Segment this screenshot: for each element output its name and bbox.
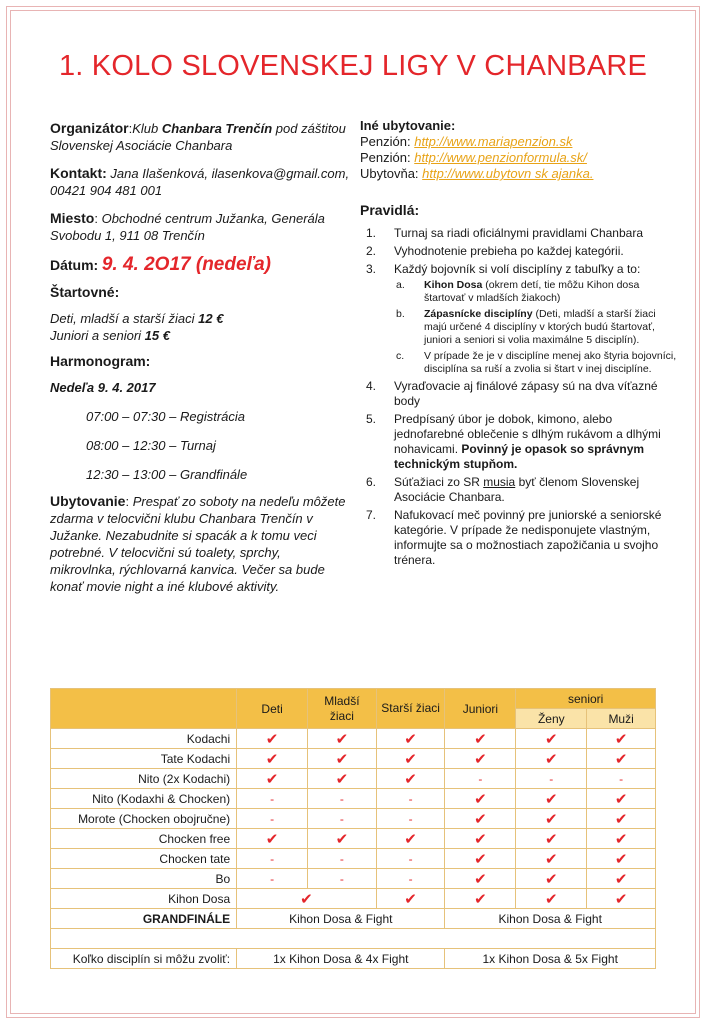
table-header-row (51, 689, 656, 709)
dash-mark: - (237, 809, 308, 829)
dash-mark: - (308, 809, 377, 829)
other-lodging-kind: Penzión: (360, 134, 411, 149)
fee-line-2 (50, 327, 350, 344)
row-label: Bo (51, 869, 237, 889)
rule-text: Predpísaný úbor je dobok, kimono, alebo jednofarebné oblečenie s dlhým rukávom a dlhými nohavicami. (394, 412, 661, 456)
rules-list (360, 226, 680, 568)
schedule-item-text: 12:30 – 13:00 – Grandfinále (86, 467, 248, 482)
sub-rule-bold: Zápasnícke disciplíny (424, 308, 533, 320)
organizer-label: Organizátor (50, 120, 129, 136)
other-lodging-item (360, 166, 680, 182)
dash-mark: - (445, 769, 516, 789)
rule-number: 6. (366, 475, 377, 489)
page-title: 1. KOLO SLOVENSKEJ LIGY V CHANBARE (58, 50, 648, 82)
rule-text: Každý bojovník si volí disciplíny z tabuľky a to: (394, 262, 641, 276)
table-row (51, 809, 656, 829)
rule-bold-text: Povinný je opasok so správnym technickým stupňom. (394, 442, 645, 471)
contact-block (50, 165, 350, 199)
row-label: Koľko disciplín si môžu zvoliť: (51, 949, 237, 969)
contact-label: Kontakt: (50, 165, 107, 181)
grandfinale-youth: Kihon Dosa & Fight (237, 909, 445, 929)
header-zeny: Ženy (516, 709, 587, 729)
fee-line-1 (50, 310, 350, 327)
row-label: Chocken free (51, 829, 237, 849)
check-mark: ✔ (237, 889, 377, 909)
schedule-day (50, 379, 350, 396)
rule-item (360, 412, 680, 472)
pension-link[interactable]: http://www.mariapenzion.sk (414, 134, 573, 149)
other-lodging-kind: Ubytovňa: (360, 166, 419, 181)
sub-rule-text: V prípade že je v disciplíne menej ako štyria bojovníci, disciplína sa ruší a zvolia si štart v inej disciplíne. (424, 350, 677, 375)
check-mark: ✔ (516, 869, 587, 889)
header-starsi: Starší žiaci (376, 689, 445, 729)
date-label: Dátum: (50, 257, 99, 273)
check-mark: ✔ (516, 829, 587, 849)
check-mark: ✔ (445, 809, 516, 829)
rule-item (360, 244, 680, 259)
row-label: Chocken tate (51, 849, 237, 869)
fee-line-2-price: 15 € (144, 328, 170, 343)
dash-mark: - (516, 769, 587, 789)
check-mark: ✔ (587, 789, 656, 809)
date-value: 9. 4. 2O17 (nedeľa) (101, 254, 271, 275)
dash-mark: - (376, 849, 445, 869)
table-row (51, 849, 656, 869)
left-column (50, 120, 350, 595)
rule-item (360, 226, 680, 241)
header-juniori: Juniori (445, 689, 516, 729)
dash-mark: - (376, 789, 445, 809)
check-mark: ✔ (237, 829, 308, 849)
rule-item (360, 262, 680, 376)
check-mark: ✔ (445, 789, 516, 809)
table-row-grandfinale (51, 909, 656, 929)
check-mark: ✔ (308, 829, 377, 849)
sub-rule-number: a. (396, 279, 405, 291)
check-mark: ✔ (587, 729, 656, 749)
schedule-label: Harmonogram: (50, 353, 151, 369)
table-body (51, 729, 656, 889)
rule-item (360, 379, 680, 409)
check-mark: ✔ (445, 829, 516, 849)
organizer-text-b: pod záštitou Slovenskej Asociácie Chanbara (50, 121, 346, 153)
rule-text: Turnaj sa riadi oficiálnymi pravidlami Chanbara (394, 226, 643, 240)
other-lodging-kind: Penzión: (360, 150, 411, 165)
organizer-name: Chanbara Trenčín (161, 121, 273, 136)
organizer-block: Organizátor:Klub Chanbara Trenčín pod záštitou Slovenskej Asociácie Chanbara (50, 120, 346, 153)
other-lodging-label (360, 118, 680, 134)
schedule-item (50, 437, 350, 454)
dash-mark: - (308, 789, 377, 809)
other-lodging-item (360, 134, 680, 150)
table-row (51, 869, 656, 889)
rule-item (360, 508, 680, 568)
fee-line-2-text: Juniori a seniori (50, 328, 142, 343)
row-label: GRANDFINÁLE (51, 909, 237, 929)
check-mark: ✔ (376, 749, 445, 769)
grandfinale-adults: Kihon Dosa & Fight (445, 909, 656, 929)
rule-text: Súťažiaci zo SR (394, 475, 480, 489)
choose-youth: 1x Kihon Dosa & 4x Fight (237, 949, 445, 969)
contact-text: Jana Ilašenková, ilasenkova@gmail.com, 00421 904 481 001 (50, 166, 350, 198)
sub-rule-item (394, 279, 680, 305)
rule-text: byť členom Slovenskej Asociácie Chanbara. (394, 475, 640, 504)
table-spacer-row (51, 929, 656, 949)
rule-number: 2. (366, 244, 377, 258)
check-mark: ✔ (516, 789, 587, 809)
rule-number: 4. (366, 379, 377, 393)
fee-label: Štartovné: (50, 284, 120, 300)
dash-mark: - (237, 849, 308, 869)
check-mark: ✔ (587, 849, 656, 869)
rule-item (360, 475, 680, 505)
choose-adults: 1x Kihon Dosa & 5x Fight (445, 949, 656, 969)
check-mark: ✔ (445, 869, 516, 889)
check-mark: ✔ (308, 749, 377, 769)
check-mark: ✔ (587, 809, 656, 829)
sub-rule-text: (okrem detí, tie môžu Kihon dosa štartovať v mladších žiakoch) (424, 279, 640, 304)
schedule-item-text: 08:00 – 12:30 – Turnaj (86, 438, 216, 453)
check-mark: ✔ (237, 729, 308, 749)
sub-rule-bold: Kihon Dosa (424, 279, 483, 291)
sub-rules-list (394, 279, 680, 376)
header-muzi: Muži (587, 709, 656, 729)
rule-underlined-word: musia (483, 475, 516, 489)
lodging-label: Ubytovanie (50, 493, 126, 509)
check-mark: ✔ (516, 749, 587, 769)
schedule-day-text: Nedeľa 9. 4. 2017 (50, 380, 156, 395)
row-label: Tate Kodachi (51, 749, 237, 769)
check-mark: ✔ (308, 729, 377, 749)
dash-mark: - (308, 849, 377, 869)
check-mark: ✔ (516, 809, 587, 829)
table-row (51, 729, 656, 749)
table-row-kihon (51, 889, 656, 909)
sub-rule-number: c. (396, 350, 405, 362)
header-blank (51, 689, 237, 729)
dash-mark: - (376, 809, 445, 829)
row-label: Nito (Kodaxhi & Chocken) (51, 789, 237, 809)
rule-text: Vyraďovacie aj finálové zápasy sú na dva víťazné body (394, 379, 658, 408)
check-mark: ✔ (376, 889, 445, 909)
fee-line-1-price: 12 € (198, 311, 224, 326)
hostel-link[interactable]: http://www.ubytovn sk ajanka. (422, 166, 594, 181)
header-seniori: seniori (516, 689, 656, 709)
disciplines-table (50, 688, 656, 969)
rule-number: 7. (366, 508, 377, 522)
table-row (51, 789, 656, 809)
right-column (360, 118, 680, 571)
dash-mark: - (308, 869, 377, 889)
fee-line-1-text: Deti, mladší a starší žiaci (50, 311, 195, 326)
dash-mark: - (237, 869, 308, 889)
check-mark: ✔ (308, 769, 377, 789)
check-mark: ✔ (587, 869, 656, 889)
sub-rule-item (394, 308, 680, 347)
organizer-text-a: Klub (132, 121, 159, 136)
header-mladsi: Mladší žiaci (308, 689, 377, 729)
check-mark: ✔ (516, 849, 587, 869)
check-mark: ✔ (237, 749, 308, 769)
row-label: Morote (Chocken obojručne) (51, 809, 237, 829)
check-mark: ✔ (376, 729, 445, 749)
check-mark: ✔ (445, 749, 516, 769)
sub-rule-text: (Deti, mladší a starší žiaci majú určené 4 disciplíny v ktorých budú štartovať, juniori a seniori si volia maximálne 5 disciplín). (424, 308, 656, 346)
table-row (51, 749, 656, 769)
sub-rule-number: b. (396, 308, 405, 320)
rule-number: 1. (366, 226, 377, 240)
header-deti: Deti (237, 689, 308, 729)
rule-number: 3. (366, 262, 377, 276)
other-lodging-item (360, 150, 680, 166)
lodging-text: Prespať zo soboty na nedeľu môžete zdarma v telocvični klubu Chanbara Trenčín v Južanke. Nezabudnite si spacák a k tomu veci potrebné. V telocvični sú toalety, sprchy, mikrovlnka, rýchlovarná kanvica. Večer sa bude konať movie night a iné klubové aktivity. (50, 494, 346, 594)
check-mark: ✔ (445, 889, 516, 909)
check-mark: ✔ (587, 829, 656, 849)
sub-rule-item (394, 350, 680, 376)
dash-mark: - (237, 789, 308, 809)
dash-mark: - (376, 869, 445, 889)
check-mark: ✔ (237, 769, 308, 789)
table-row-choose (51, 949, 656, 969)
row-label: Kodachi (51, 729, 237, 749)
place-label: Miesto (50, 210, 95, 226)
table-row (51, 829, 656, 849)
check-mark: ✔ (587, 889, 656, 909)
schedule-item (50, 466, 350, 483)
row-label: Nito (2x Kodachi) (51, 769, 237, 789)
pension-link[interactable]: http://www.penzionformula.sk/ (414, 150, 587, 165)
rule-text: Vyhodnotenie prebieha po každej kategórii. (394, 244, 624, 258)
table-row (51, 769, 656, 789)
place-block: Miesto: Obchodné centrum Južanka, Generála Svobodu 1, 911 08 Trenčín (50, 210, 325, 243)
rules-label: Pravidlá: (360, 202, 420, 218)
check-mark: ✔ (376, 769, 445, 789)
check-mark: ✔ (376, 829, 445, 849)
check-mark: ✔ (516, 729, 587, 749)
check-mark: ✔ (445, 849, 516, 869)
schedule-item (50, 408, 350, 425)
check-mark: ✔ (516, 889, 587, 909)
check-mark: ✔ (587, 749, 656, 769)
rule-text: Nafukovací meč povinný pre juniorské a seniorské kategórie. V prípade že nedisponujete vlastným, informujte sa o možnostiach zapožičania u svojho trénera. (394, 508, 662, 567)
schedule-item-text: 07:00 – 07:30 – Registrácia (86, 409, 245, 424)
lodging-block: Ubytovanie: Prespať zo soboty na nedeľu môžete zdarma v telocvični klubu Chanbara Trenčín v Južanke. Nezabudnite si spacák a k tomu veci potrebné. V telocvični sú toalety, sprchy, mikrovlnka, rýchlovarná kanvica. Večer sa bude konať movie night a iné klubové aktivity. (50, 493, 346, 594)
other-lodging-label-text: Iné ubytovanie: (360, 118, 456, 133)
spacer-cell (51, 929, 656, 949)
check-mark: ✔ (445, 729, 516, 749)
row-label: Kihon Dosa (51, 889, 237, 909)
date-block (50, 256, 350, 274)
place-text: Obchodné centrum Južanka, Generála Svobodu 1, 911 08 Trenčín (50, 211, 325, 243)
dash-mark: - (587, 769, 656, 789)
rule-number: 5. (366, 412, 377, 426)
